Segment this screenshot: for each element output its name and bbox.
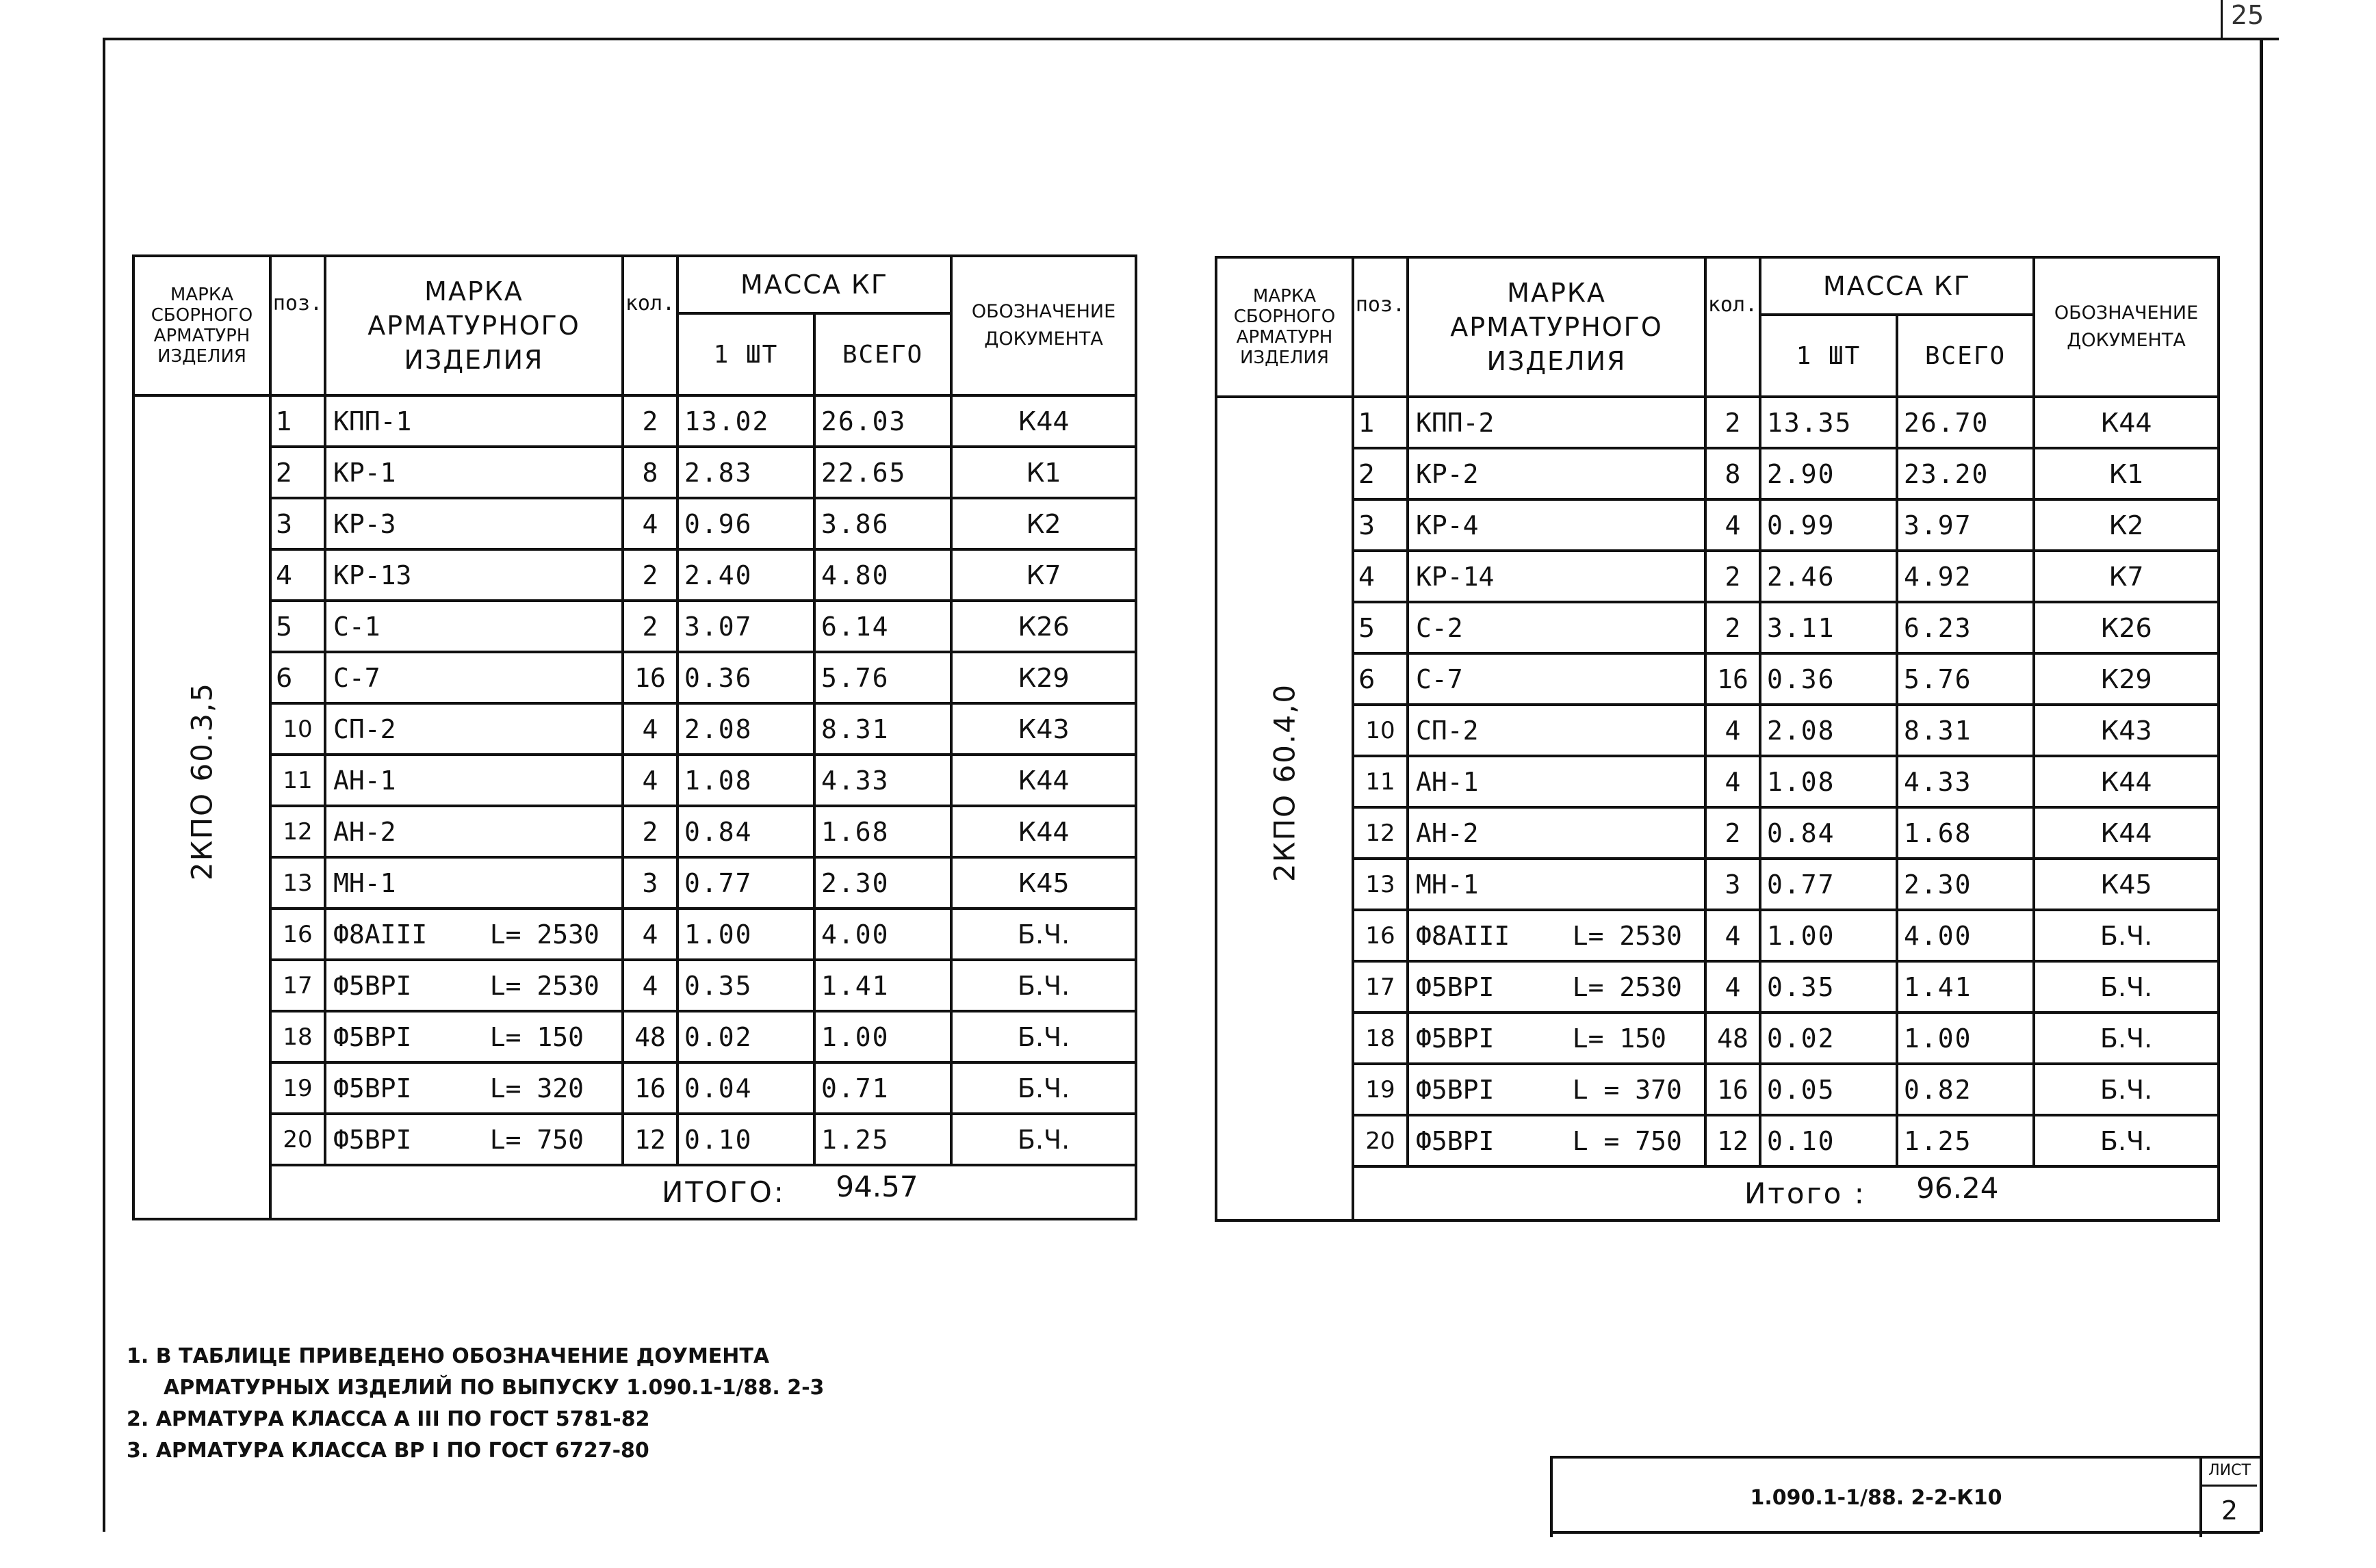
table-row — [1216, 756, 2219, 807]
table-row — [1216, 653, 2219, 705]
pos-cell: 11 — [270, 755, 325, 806]
header-mass-total: ВСЕГО — [814, 313, 951, 395]
mass-one-cell: 0.36 — [1760, 653, 1897, 705]
doc-cell: К29 — [2034, 653, 2219, 705]
total-spacer — [1216, 1166, 1353, 1220]
mass-total-cell: 1.41 — [1897, 961, 2034, 1012]
table-row — [133, 703, 1136, 755]
brand-cell — [1216, 397, 1353, 1166]
mass-total-cell: 1.00 — [814, 1011, 951, 1062]
pos-cell: 10 — [270, 703, 325, 755]
mark-cell: СП-2 — [1408, 705, 1705, 756]
mass-total-cell: 0.71 — [814, 1062, 951, 1114]
notes — [127, 1341, 824, 1467]
mark-cell: МН-1 — [325, 857, 623, 909]
mass-total-cell: 4.33 — [1897, 756, 2034, 807]
pos-cell: 16 — [1353, 910, 1408, 961]
mark-cell: Ф5ВРI L = 750 — [1408, 1115, 1705, 1166]
pos-cell: 2 — [270, 447, 325, 498]
header-brand: МАРКА СБОРНОГО АРМАТУРН ИЗДЕЛИЯ — [133, 256, 270, 395]
doc-cell: К1 — [2034, 448, 2219, 499]
header-doc: ОБОЗНАЧЕНИЕ ДОКУМЕНТА — [951, 256, 1136, 395]
mass-one-cell: 0.77 — [1760, 859, 1897, 910]
qty-cell: 4 — [623, 703, 677, 755]
mass-one-cell: 0.36 — [677, 652, 814, 703]
table-row — [133, 1011, 1136, 1062]
mass-total-cell: 2.30 — [814, 857, 951, 909]
mass-one-cell: 1.00 — [677, 909, 814, 960]
mass-one-cell: 0.77 — [677, 857, 814, 909]
header-mass-one: 1 ШТ — [677, 313, 814, 395]
mark-cell: Ф5ВРI L= 150 — [1408, 1012, 1705, 1064]
qty-cell: 4 — [1705, 499, 1760, 551]
mark-cell: С-1 — [325, 601, 623, 652]
page-number: 25 — [2221, 0, 2269, 38]
pos-cell: 13 — [270, 857, 325, 909]
doc-cell: К44 — [2034, 807, 2219, 859]
table-row — [1216, 448, 2219, 499]
mark-cell: КР-13 — [325, 549, 623, 601]
note-3: 3. АРМАТУРА КЛАССА ВР I ПО ГОСТ 6727-80 — [127, 1439, 649, 1463]
header-mass: МАССА КГ — [1760, 257, 2034, 315]
qty-cell: 2 — [623, 806, 677, 857]
sheet-value: 2 — [2221, 1495, 2238, 1526]
pos-cell: 16 — [270, 909, 325, 960]
pos-cell: 12 — [1353, 807, 1408, 859]
doc-cell: К2 — [951, 498, 1136, 549]
pos-cell: 20 — [270, 1114, 325, 1165]
mass-one-cell: 2.46 — [1760, 551, 1897, 602]
table-row — [1216, 807, 2219, 859]
top-rule — [2210, 38, 2279, 40]
qty-cell: 48 — [1705, 1012, 1760, 1064]
doc-cell: К45 — [2034, 859, 2219, 910]
brand-value: 2КПО 60.3,5 — [185, 681, 219, 880]
mass-total-cell: 4.00 — [1897, 910, 2034, 961]
mass-one-cell: 0.04 — [677, 1062, 814, 1114]
table-row — [1216, 910, 2219, 961]
mass-total-cell: 2.30 — [1897, 859, 2034, 910]
mark-cell: АН-1 — [325, 755, 623, 806]
total-spacer — [133, 1165, 270, 1219]
pos-cell: 5 — [1353, 602, 1408, 653]
qty-cell: 4 — [1705, 705, 1760, 756]
doc-cell: К29 — [951, 652, 1136, 703]
mass-total-cell: 26.70 — [1897, 397, 2034, 448]
mark-cell: Ф5ВРI L= 320 — [325, 1062, 623, 1114]
mass-total-cell: 3.86 — [814, 498, 951, 549]
mass-total-cell: 5.76 — [1897, 653, 2034, 705]
qty-cell: 48 — [623, 1011, 677, 1062]
mass-one-cell: 13.35 — [1760, 397, 1897, 448]
table-row — [133, 806, 1136, 857]
table-row — [133, 447, 1136, 498]
doc-cell: К44 — [2034, 397, 2219, 448]
header-qty: кол. — [1705, 257, 1760, 397]
mass-one-cell: 2.08 — [677, 703, 814, 755]
mass-one-cell: 0.99 — [1760, 499, 1897, 551]
header-mark: МАРКА АРМАТУРНОГО ИЗДЕЛИЯ — [325, 256, 623, 395]
mass-total-cell: 6.23 — [1897, 602, 2034, 653]
mark-cell: С-7 — [325, 652, 623, 703]
mass-total-cell: 23.20 — [1897, 448, 2034, 499]
qty-cell: 8 — [1705, 448, 1760, 499]
mass-one-cell: 3.11 — [1760, 602, 1897, 653]
qty-cell: 16 — [1705, 1064, 1760, 1115]
mass-total-cell: 1.25 — [1897, 1115, 2034, 1166]
mark-cell: Ф5ВРI L= 2530 — [1408, 961, 1705, 1012]
qty-cell: 2 — [623, 549, 677, 601]
qty-cell: 4 — [623, 755, 677, 806]
pos-cell: 19 — [270, 1062, 325, 1114]
header-brand: МАРКА СБОРНОГО АРМАТУРН ИЗДЕЛИЯ — [1216, 257, 1353, 397]
table-row — [133, 601, 1136, 652]
pos-cell: 18 — [1353, 1012, 1408, 1064]
table-row — [1216, 397, 2219, 448]
header-mass-total: ВСЕГО — [1897, 315, 2034, 397]
mark-cell: Ф8АIII L= 2530 — [1408, 910, 1705, 961]
qty-cell: 16 — [623, 1062, 677, 1114]
mass-one-cell: 1.08 — [1760, 756, 1897, 807]
sheet-label: ЛИСТ — [2202, 1459, 2257, 1487]
mass-one-cell: 0.02 — [677, 1011, 814, 1062]
doc-cell: Б.Ч. — [2034, 1012, 2219, 1064]
mass-total-cell: 4.92 — [1897, 551, 2034, 602]
total-row — [133, 1165, 1136, 1219]
mass-total-cell: 4.80 — [814, 549, 951, 601]
mark-cell: КПП-2 — [1408, 397, 1705, 448]
pos-cell: 13 — [1353, 859, 1408, 910]
mass-one-cell: 2.90 — [1760, 448, 1897, 499]
doc-cell: Б.Ч. — [2034, 1115, 2219, 1166]
total-value: 96.24 — [1916, 1171, 1999, 1205]
doc-cell: К44 — [951, 806, 1136, 857]
mark-cell: МН-1 — [1408, 859, 1705, 910]
doc-cell: Б.Ч. — [2034, 910, 2219, 961]
doc-cell: К44 — [951, 395, 1136, 447]
mass-one-cell: 0.02 — [1760, 1012, 1897, 1064]
mass-one-cell: 0.84 — [677, 806, 814, 857]
pos-cell: 1 — [1353, 397, 1408, 448]
sheet-box — [2199, 1459, 2257, 1537]
total-cell — [1353, 1166, 2219, 1220]
table-row — [133, 960, 1136, 1011]
mass-one-cell: 0.96 — [677, 498, 814, 549]
mass-one-cell: 0.84 — [1760, 807, 1897, 859]
qty-cell: 2 — [1705, 551, 1760, 602]
note-1-cont: АРМАТУРНЫХ ИЗДЕЛИЙ ПО ВЫПУСКУ 1.090.1-1/88. 2-3 — [164, 1376, 825, 1400]
pos-cell: 4 — [1353, 551, 1408, 602]
qty-cell: 2 — [1705, 602, 1760, 653]
doc-cell: К44 — [2034, 756, 2219, 807]
qty-cell: 4 — [623, 909, 677, 960]
mark-cell: АН-1 — [1408, 756, 1705, 807]
mark-cell: Ф5ВРI L= 150 — [325, 1011, 623, 1062]
header-doc: ОБОЗНАЧЕНИЕ ДОКУМЕНТА — [2034, 257, 2219, 397]
doc-cell: Б.Ч. — [951, 1062, 1136, 1114]
mass-one-cell: 1.00 — [1760, 910, 1897, 961]
spec-table-2 — [1215, 256, 2220, 1222]
table-row — [1216, 499, 2219, 551]
header-row — [133, 256, 1136, 313]
table-row — [133, 755, 1136, 806]
mass-total-cell: 4.33 — [814, 755, 951, 806]
mass-total-cell: 6.14 — [814, 601, 951, 652]
doc-cell: К26 — [2034, 602, 2219, 653]
qty-cell: 2 — [623, 395, 677, 447]
mass-one-cell: 2.40 — [677, 549, 814, 601]
mass-total-cell: 5.76 — [814, 652, 951, 703]
pos-cell: 1 — [270, 395, 325, 447]
note-2: 2. АРМАТУРА КЛАССА А III ПО ГОСТ 5781-82 — [127, 1407, 650, 1431]
header-mass-one: 1 ШТ — [1760, 315, 1897, 397]
mass-one-cell: 2.08 — [1760, 705, 1897, 756]
doc-cell: Б.Ч. — [2034, 1064, 2219, 1115]
pos-cell: 17 — [1353, 961, 1408, 1012]
note-1: 1. В ТАБЛИЦЕ ПРИВЕДЕНО ОБОЗНАЧЕНИЕ ДОУМЕНТА — [127, 1344, 770, 1368]
mark-cell: С-7 — [1408, 653, 1705, 705]
qty-cell: 16 — [1705, 653, 1760, 705]
table-row — [1216, 602, 2219, 653]
doc-cell: К43 — [951, 703, 1136, 755]
pos-cell: 18 — [270, 1011, 325, 1062]
mass-total-cell: 4.00 — [814, 909, 951, 960]
table-row — [133, 857, 1136, 909]
total-cell — [270, 1165, 1136, 1219]
pos-cell: 3 — [270, 498, 325, 549]
mass-total-cell: 3.97 — [1897, 499, 2034, 551]
table-row — [1216, 551, 2219, 602]
mass-one-cell: 13.02 — [677, 395, 814, 447]
qty-cell: 4 — [1705, 961, 1760, 1012]
spec-table-1 — [132, 254, 1137, 1220]
mass-total-cell: 22.65 — [814, 447, 951, 498]
doc-cell: К1 — [951, 447, 1136, 498]
doc-cell: К7 — [951, 549, 1136, 601]
mass-one-cell: 0.05 — [1760, 1064, 1897, 1115]
mass-total-cell: 1.25 — [814, 1114, 951, 1165]
pos-cell: 3 — [1353, 499, 1408, 551]
qty-cell: 12 — [623, 1114, 677, 1165]
pos-cell: 11 — [1353, 756, 1408, 807]
qty-cell: 12 — [1705, 1115, 1760, 1166]
mass-one-cell: 2.83 — [677, 447, 814, 498]
table-row — [133, 395, 1136, 447]
table-row — [133, 1062, 1136, 1114]
qty-cell: 8 — [623, 447, 677, 498]
table-row — [133, 909, 1136, 960]
qty-cell: 4 — [1705, 756, 1760, 807]
mark-cell: Ф5ВРI L= 2530 — [325, 960, 623, 1011]
mark-cell: КР-14 — [1408, 551, 1705, 602]
pos-cell: 6 — [1353, 653, 1408, 705]
document-code: 1.090.1-1/88. 2-2-К10 — [1750, 1486, 2002, 1510]
table-row — [1216, 1115, 2219, 1166]
mass-total-cell: 8.31 — [1897, 705, 2034, 756]
bottom-rule — [1550, 1531, 2260, 1534]
header-qty: кол. — [623, 256, 677, 395]
doc-cell: К43 — [2034, 705, 2219, 756]
mark-cell: Ф8АIII L= 2530 — [325, 909, 623, 960]
brand-cell — [133, 395, 270, 1165]
mass-one-cell: 0.10 — [1760, 1115, 1897, 1166]
table-row — [1216, 1012, 2219, 1064]
mass-one-cell: 0.35 — [677, 960, 814, 1011]
total-value: 94.57 — [836, 1170, 918, 1203]
mass-total-cell: 1.00 — [1897, 1012, 2034, 1064]
mark-cell: Ф5ВРI L= 750 — [325, 1114, 623, 1165]
total-row — [1216, 1166, 2219, 1220]
brand-value: 2КПО 60.4,0 — [1267, 683, 1302, 882]
pos-cell: 20 — [1353, 1115, 1408, 1166]
mark-cell: КР-2 — [1408, 448, 1705, 499]
qty-cell: 2 — [623, 601, 677, 652]
table-row — [1216, 1064, 2219, 1115]
mark-cell: Ф5ВРI L = 370 — [1408, 1064, 1705, 1115]
mass-total-cell: 8.31 — [814, 703, 951, 755]
pos-cell: 19 — [1353, 1064, 1408, 1115]
header-pos: поз. — [1353, 257, 1408, 397]
doc-cell: К45 — [951, 857, 1136, 909]
qty-cell: 4 — [623, 960, 677, 1011]
doc-cell: К44 — [951, 755, 1136, 806]
qty-cell: 3 — [1705, 859, 1760, 910]
doc-cell: Б.Ч. — [951, 909, 1136, 960]
mark-cell: СП-2 — [325, 703, 623, 755]
mass-total-cell: 26.03 — [814, 395, 951, 447]
total-label: Итого : — [1744, 1177, 1866, 1210]
mass-one-cell: 3.07 — [677, 601, 814, 652]
mark-cell: КР-3 — [325, 498, 623, 549]
header-row — [1216, 257, 2219, 315]
mass-one-cell: 0.35 — [1760, 961, 1897, 1012]
doc-cell: Б.Ч. — [951, 960, 1136, 1011]
table-row — [133, 1114, 1136, 1165]
qty-cell: 3 — [623, 857, 677, 909]
mass-total-cell: 1.68 — [814, 806, 951, 857]
mark-cell: АН-2 — [325, 806, 623, 857]
header-pos: поз. — [270, 256, 325, 395]
mark-cell: АН-2 — [1408, 807, 1705, 859]
pos-cell: 2 — [1353, 448, 1408, 499]
qty-cell: 2 — [1705, 807, 1760, 859]
qty-cell: 4 — [1705, 910, 1760, 961]
doc-cell: Б.Ч. — [2034, 961, 2219, 1012]
header-mass: МАССА КГ — [677, 256, 951, 313]
qty-cell: 2 — [1705, 397, 1760, 448]
table-row — [1216, 705, 2219, 756]
table-row — [133, 652, 1136, 703]
mark-cell: С-2 — [1408, 602, 1705, 653]
table-row — [133, 498, 1136, 549]
doc-cell: К7 — [2034, 551, 2219, 602]
total-label: ИТОГО: — [662, 1175, 786, 1209]
mass-one-cell: 0.10 — [677, 1114, 814, 1165]
qty-cell: 16 — [623, 652, 677, 703]
mark-cell: КР-1 — [325, 447, 623, 498]
mark-cell: КПП-1 — [325, 395, 623, 447]
table-row — [1216, 961, 2219, 1012]
pos-cell: 4 — [270, 549, 325, 601]
title-block — [1550, 1456, 2260, 1537]
mass-one-cell: 1.08 — [677, 755, 814, 806]
mass-total-cell: 1.41 — [814, 960, 951, 1011]
mark-cell: КР-4 — [1408, 499, 1705, 551]
pos-cell: 17 — [270, 960, 325, 1011]
qty-cell: 4 — [623, 498, 677, 549]
pos-cell: 6 — [270, 652, 325, 703]
header-mark: МАРКА АРМАТУРНОГО ИЗДЕЛИЯ — [1408, 257, 1705, 397]
table-row — [133, 549, 1136, 601]
doc-cell: К26 — [951, 601, 1136, 652]
pos-cell: 5 — [270, 601, 325, 652]
pos-cell: 10 — [1353, 705, 1408, 756]
doc-cell: Б.Ч. — [951, 1114, 1136, 1165]
doc-cell: К2 — [2034, 499, 2219, 551]
pos-cell: 12 — [270, 806, 325, 857]
mass-total-cell: 1.68 — [1897, 807, 2034, 859]
doc-cell: Б.Ч. — [951, 1011, 1136, 1062]
mass-total-cell: 0.82 — [1897, 1064, 2034, 1115]
table-row — [1216, 859, 2219, 910]
